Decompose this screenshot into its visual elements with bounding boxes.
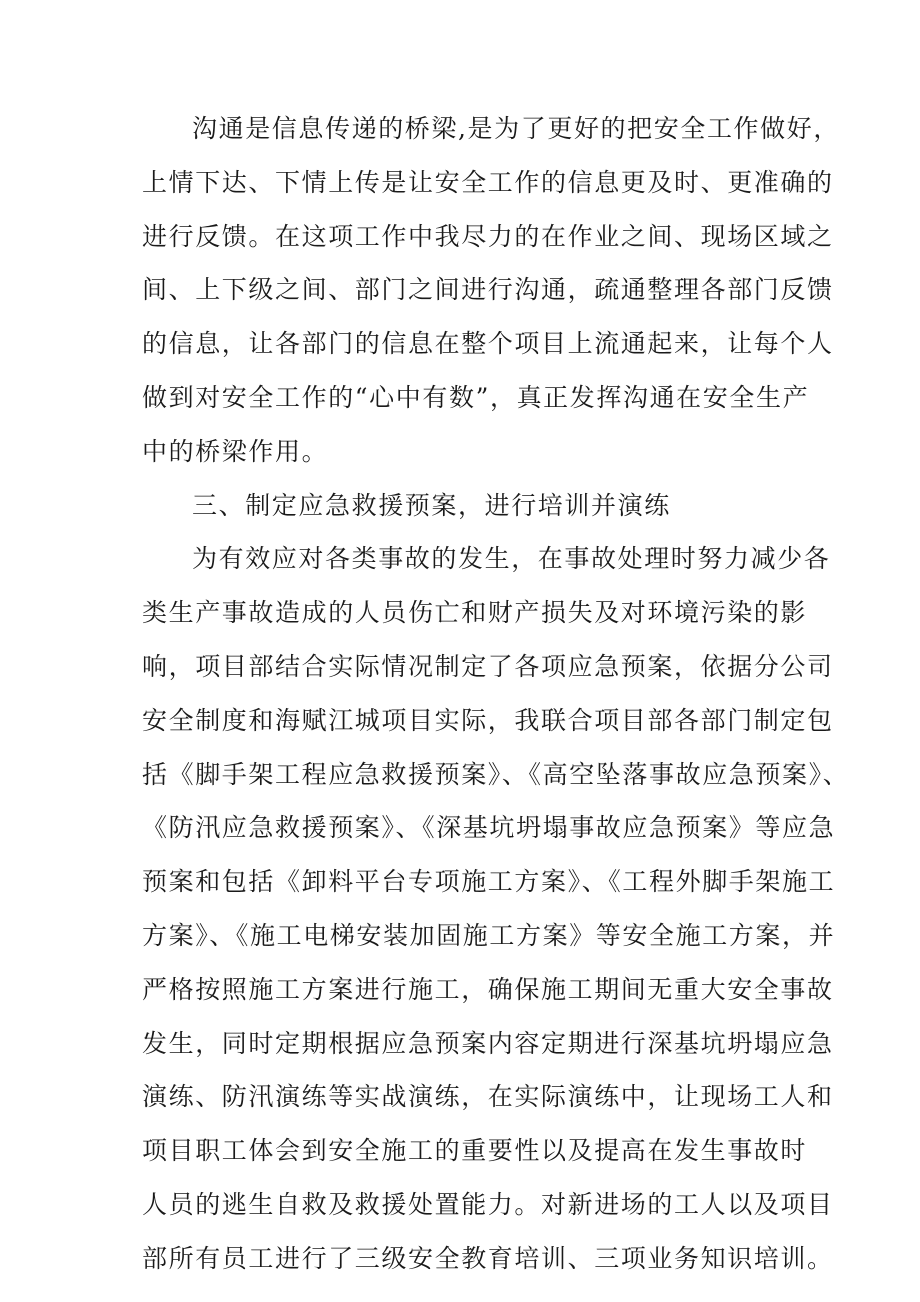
paragraph-line: 沟通是信息传递的桥梁,是为了更好的把安全工作做好，: [192, 114, 840, 143]
section-heading: 三、制定应急救援预案，进行培训并演练: [192, 490, 671, 520]
paragraph-line: 《防汛应急救援预案》、《深基坑坍塌事故应急预案》等应急: [142, 813, 836, 843]
paragraph-line: 进行反馈。在这项工作中我尽力的在作业之间、现场区域之: [142, 221, 834, 251]
paragraph-line: 人员的逃生自救及救援处置能力。对新进场的工人以及项目: [142, 1189, 834, 1219]
paragraph-line: 发生，同时定期根据应急预案内容定期进行深基坑坍塌应急: [142, 1028, 834, 1058]
paragraph-line: 部所有员工进行了三级安全教育培训、三项业务知识培训。: [142, 1243, 834, 1273]
paragraph-line: 为有效应对各类事故的发生，在事故处理时努力减少各: [192, 544, 831, 574]
paragraph-communication: [142, 102, 840, 479]
paragraph-line: 响，项目部结合实际情况制定了各项应急预案，依据分公司: [142, 651, 834, 681]
paragraph-line: 安全制度和海赋江城项目实际，我联合项目部各部门制定包: [142, 705, 834, 735]
paragraph-line: 做到对安全工作的“心中有数”，真正发挥沟通在安全生产: [142, 382, 810, 412]
paragraph-line: 项目职工体会到安全施工的重要性以及提高在发生事故时: [142, 1136, 808, 1166]
paragraph-line: 间、上下级之间、部门之间进行沟通，疏通整理各部门反馈: [142, 275, 834, 305]
paragraph-line: 中的桥梁作用。: [142, 436, 329, 466]
paragraph-line: 括《脚手架工程应急救援预案》、《高空坠落事故应急预案》、: [142, 759, 850, 789]
paragraph-line: 的信息，让各部门的信息在整个项目上流通起来，让每个人: [142, 329, 834, 359]
document-body: [142, 102, 850, 1286]
paragraph-line: 严格按照施工方案进行施工，确保施工期间无重大安全事故: [142, 974, 834, 1004]
paragraph-line: 方案》、《施工电梯安装加固施工方案》等安全施工方案，并: [142, 920, 836, 950]
paragraph-line: 演练、防汛演练等实战演练，在实际演练中，让现场工人和: [142, 1082, 834, 1112]
paragraph-emergency-plans: [142, 532, 850, 1285]
paragraph-line: 类生产事故造成的人员伤亡和财产损失及对环境污染的影: [142, 598, 808, 628]
paragraph-line: 预案和包括《卸料平台专项施工方案》、《工程外脚手架施工: [142, 867, 836, 897]
paragraph-line: 上情下达、下情上传是让安全工作的信息更及时、更准确的: [142, 167, 834, 197]
